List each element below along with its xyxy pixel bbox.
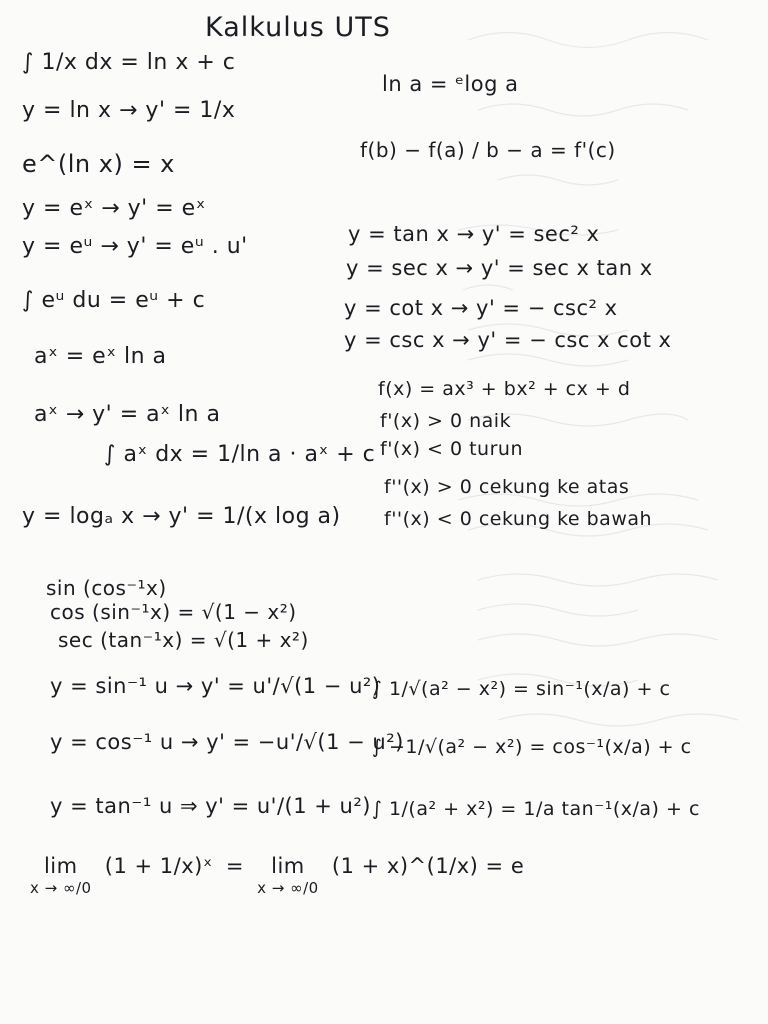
derivative-a-x: aˣ → y' = aˣ ln a <box>34 402 221 427</box>
limit-expression <box>30 856 524 896</box>
limit-lhs: (1 + 1/x)ˣ <box>104 854 213 878</box>
cubic-function: f(x) = ax³ + bx² + cx + d <box>378 378 631 400</box>
trig-inverse-line-3: sec (tan⁻¹x) = √(1 + x²) <box>58 628 309 652</box>
equals-sign: = <box>225 854 244 878</box>
increasing-rule: f'(x) > 0 naik <box>380 410 512 432</box>
derivative-log-a: y = logₐ x → y' = 1/(x log a) <box>22 504 341 529</box>
integral-arctan: ∫ 1/(a² + x²) = 1/a tan⁻¹(x/a) + c <box>372 798 700 820</box>
lim-word-right: lim <box>271 854 305 878</box>
derivative-e-x: y = eˣ → y' = eˣ <box>22 196 206 221</box>
ln-a-identity: ln a = ᵉlog a <box>382 72 519 96</box>
mean-value-theorem: f(b) − f(a) / b − a = f'(c) <box>360 138 616 162</box>
derivative-arctan: y = tan⁻¹ u ⇒ y' = u'/(1 + u²) <box>50 794 371 818</box>
trig-inverse-line-1: sin (cos⁻¹x) <box>46 576 167 600</box>
a-x-identity: aˣ = eˣ ln a <box>34 344 167 369</box>
derivative-arccos: y = cos⁻¹ u → y' = −u'/√(1 − u²) <box>50 730 404 754</box>
e-ln-x-identity: e^(ln x) = x <box>22 150 175 178</box>
derivative-tan: y = tan x → y' = sec² x <box>348 222 600 246</box>
concave-down-rule: f''(x) < 0 cekung ke bawah <box>384 508 653 530</box>
lim-word-left: lim <box>43 854 78 878</box>
page-title: Kalkulus UTS <box>205 12 391 43</box>
derivative-ln-x: y = ln x → y' = 1/x <box>22 98 236 123</box>
limit-left-approach: x → ∞/0 <box>30 879 92 897</box>
decreasing-rule: f'(x) < 0 turun <box>380 438 523 460</box>
integral-e-u: ∫ eᵘ du = eᵘ + c <box>22 288 206 313</box>
limit-rhs: (1 + x)^(1/x) = e <box>331 854 525 878</box>
limit-left <box>30 856 92 896</box>
trig-inverse-line-2: cos (sin⁻¹x) = √(1 − x²) <box>50 600 297 624</box>
integral-arcsin: ∫ 1/√(a² − x²) = sin⁻¹(x/a) + c <box>372 678 671 700</box>
derivative-sec: y = sec x → y' = sec x tan x <box>346 256 653 280</box>
integral-arccos: ∫ −1/√(a² − x²) = cos⁻¹(x/a) + c <box>372 736 692 758</box>
derivative-e-u: y = eᵘ → y' = eᵘ . u' <box>22 234 248 259</box>
derivative-arcsin: y = sin⁻¹ u → y' = u'/√(1 − u²) <box>50 674 381 698</box>
integral-a-x: ∫ aˣ dx = 1/ln a · aˣ + c <box>104 442 376 467</box>
integral-1-over-x: ∫ 1/x dx = ln x + c <box>22 50 236 75</box>
concave-up-rule: f''(x) > 0 cekung ke atas <box>384 476 630 498</box>
limit-right-approach: x → ∞/0 <box>257 879 319 897</box>
derivative-csc: y = csc x → y' = − csc x cot x <box>344 328 672 352</box>
limit-right <box>257 856 319 896</box>
derivative-cot: y = cot x → y' = − csc² x <box>344 296 618 320</box>
